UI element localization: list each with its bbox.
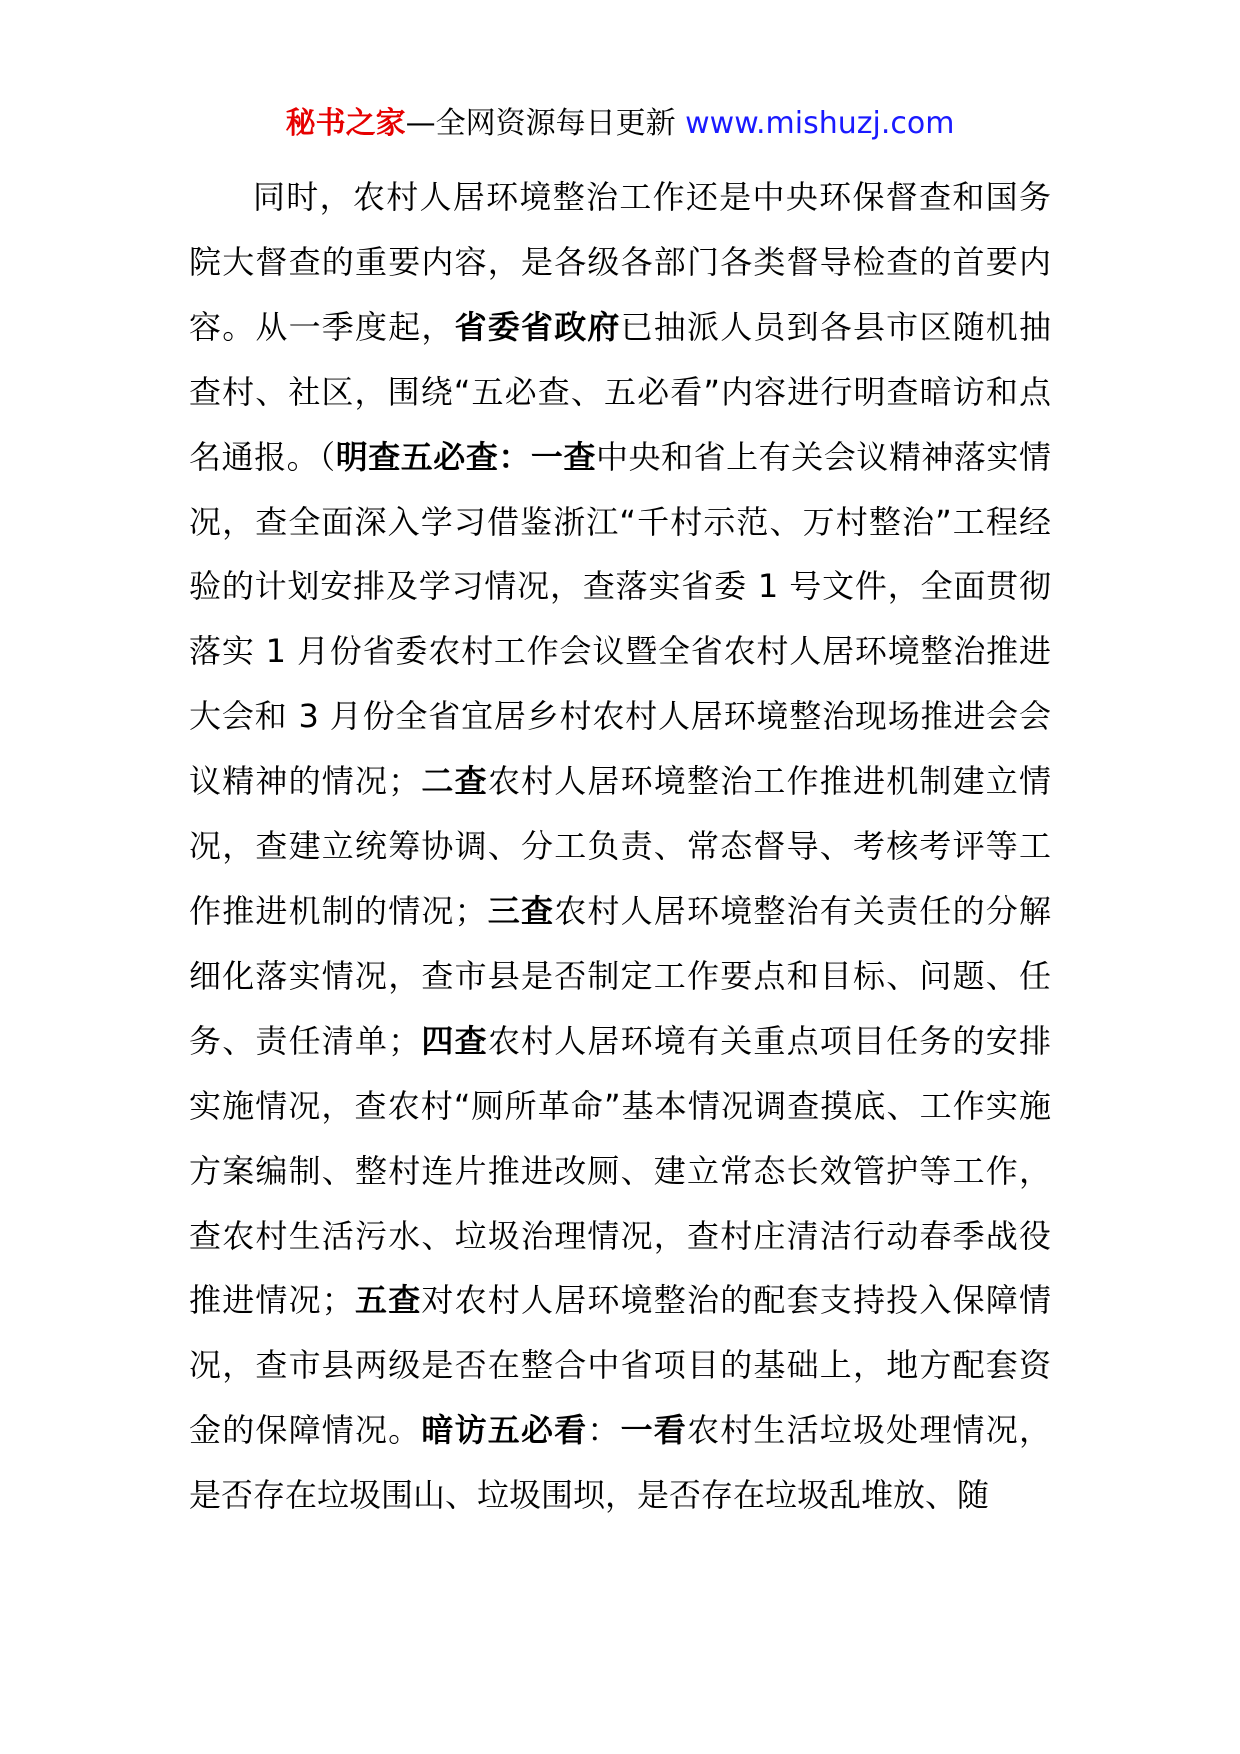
body-paragraph (189, 165, 1051, 1528)
body-text-segment: 农村人居环境有关重点项目任务的安排实施情况，查农村“厕所革命”基本情况调查摸底、工作实施方案编制、整村连片推进改厕、建立常态长效管护等工作，查农村生活污水、垃圾治理情况，查村庄清洁行动春季战役推进情况； (189, 1021, 1051, 1320)
body-bold-segment: 三查 (486, 891, 555, 930)
body-bold-segment: 暗访五必看 (421, 1411, 588, 1450)
body-bold-segment: 五查 (353, 1281, 422, 1320)
body-text-segment: 农村生活垃圾处理情况，是否存在垃圾围山、垃圾围坝，是否存在垃圾乱堆放、随 (189, 1411, 1051, 1515)
header-tagline: —全网资源每日更新 (405, 106, 676, 141)
body-bold-segment: 四查 (420, 1021, 488, 1060)
body-text-segment: 对农村人居环境整治的配套支持投入保障情况，查市县两级是否在整合中省项目的基础上，地方配套资金的保障情况。 (189, 1281, 1051, 1450)
body-bold-segment: 二查 (420, 762, 488, 801)
body-bold-segment: 一看 (620, 1411, 687, 1450)
body-text-segment: 中央和省上有关会议精神落实情况，查全面深入学习借鉴浙江“千村示范、万村整治”工程经验的计划安排及学习情况，查落实省委 1 号文件，全面贯彻落实 1 月份省委农村工作会议暨全省农村人居环境整治推进大会和 3 月份全省宜居乡村农村人居环境整治现场推进会会议精神的情况； (189, 437, 1051, 801)
body-text-segment: 农村人居环境整治工作推进机制建立情况，查建立统筹协调、分工负责、常态督导、考核考评等工作推进机制的情况； (189, 762, 1051, 930)
body-text-segment: 农村人居环境整治有关责任的分解细化落实情况，查市县是否制定工作要点和目标、问题、任务、责任清单； (189, 891, 1051, 1060)
body-text-segment: ： (587, 1411, 621, 1450)
body-text-segment: 已抽派人员到各县市区随机抽查村、社区，围绕“五必查、五必看”内容进行明查暗访和点名通报。（ (189, 307, 1051, 476)
body-bold-segment: 明查五必查：一查 (335, 437, 596, 476)
page-header (0, 104, 1240, 144)
header-brand: 秘书之家 (285, 106, 406, 141)
body-text-segment: 同时，农村人居环境整治工作还是中央环保督查和国务院大督查的重要内容，是各级各部门各类督导检查的首要内容。从一季度起， (189, 178, 1051, 346)
header-url-link[interactable]: www.mishuzj.com (685, 106, 955, 141)
body-bold-segment: 省委省政府 (454, 307, 621, 346)
